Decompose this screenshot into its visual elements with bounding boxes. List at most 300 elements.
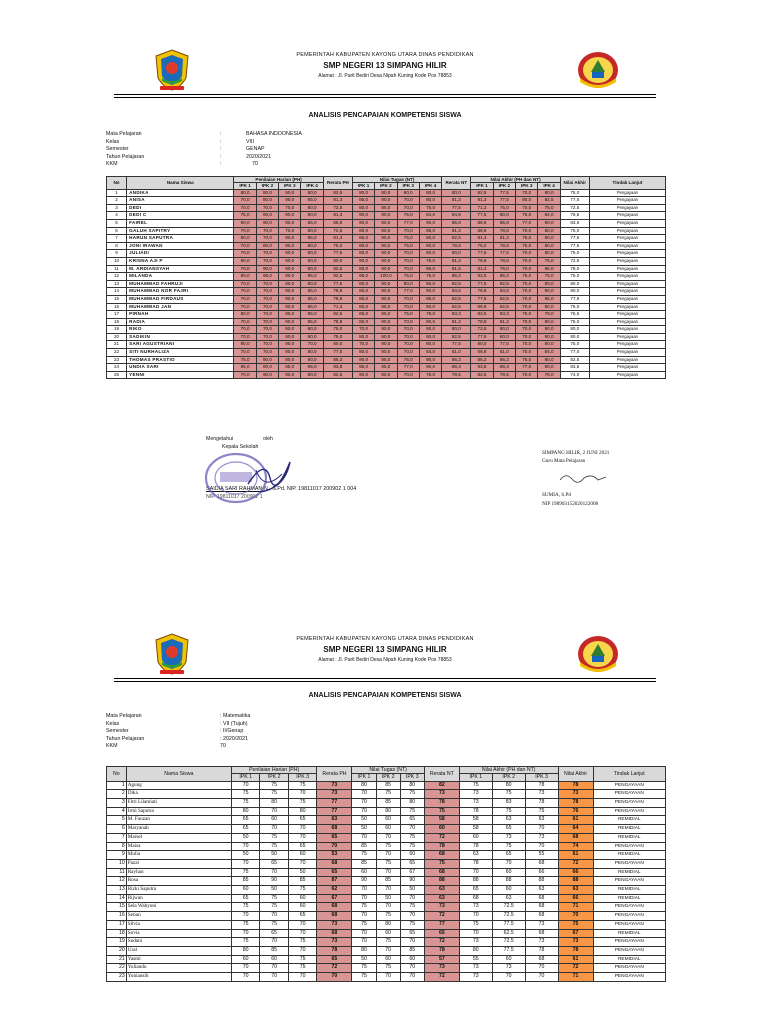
follow-up: PENGAYAAN [593,938,665,947]
score-cell: 70,0 [234,204,256,212]
table-row [107,311,666,319]
score-cell: 90,0 [375,235,397,243]
score-cell: 80,0 [352,227,374,235]
score-cell: 89,3 [493,364,515,372]
row-number: 7 [107,235,127,243]
score-cell: 90,0 [375,371,397,379]
score-cell: 70,0 [234,295,256,303]
score-cell: 90,0 [234,341,256,349]
score-cell: 90,0 [375,212,397,220]
score-cell: 78,8 [493,242,515,250]
signature-right [542,450,672,507]
score-cell: 65 [231,894,259,903]
table-row [107,265,666,273]
score-cell: 90,0 [375,227,397,235]
page-title: ANALISIS PENCAPAIAN KOMPETENSI SISWA [308,112,462,119]
score-cell: 90,0 [538,333,560,341]
score-cell: 75 [288,964,317,973]
score-cell: 70 [231,781,259,790]
col-nt: Nilai Tugas (NT) [352,767,424,774]
table-row [107,235,666,243]
score-cell: 68 [317,825,352,834]
score-cell: 77,5 [471,333,493,341]
score-cell: 65 [288,842,317,851]
score-cell: 88 [459,877,492,886]
score-cell: 80,0 [352,280,374,288]
follow-up: PENGAYAAN [593,842,665,851]
score-cell: 75,0 [323,242,352,250]
table-row [107,920,666,929]
score-cell: 68 [558,833,593,842]
score-cell: 63 [492,894,525,903]
score-cell: 80,0 [234,235,256,243]
student-name: Irmi Saputra [126,807,231,816]
score-cell: 60 [492,886,525,895]
score-cell: 70 [352,938,376,947]
score-cell: 90,0 [538,356,560,364]
meta-value: : VII (Tujuh) [220,720,248,727]
score-cell: 90,0 [234,257,256,265]
follow-up: Pengayaan [589,242,665,250]
score-cell: 80,0 [419,197,441,205]
score-cell: 70 [525,973,558,982]
score-cell: 80,0 [352,265,374,273]
follow-up: Pengayaan [589,326,665,334]
score-cell: 70 [317,973,352,982]
meta-row [106,139,670,147]
score-cell: 75 [288,781,317,790]
col-nt: Nilai Tugas (NT) [352,177,441,183]
score-cell: 89,3 [442,364,471,372]
score-cell: 80,0 [560,333,589,341]
table-row [107,946,666,955]
score-cell: 75 [288,938,317,947]
row-number: 19 [107,326,127,334]
score-cell: 86,3 [442,273,471,281]
score-cell: 90,0 [375,341,397,349]
score-cell: 75,0 [560,303,589,311]
student-name: Rosa [126,877,231,886]
student-name: Silvia [126,920,231,929]
score-cell: 70,0 [516,204,538,212]
row-number: 25 [107,371,127,379]
score-cell: 80,0 [538,235,560,243]
score-cell: 70 [288,833,317,842]
col-ipk: IPK 4 [419,183,441,189]
score-cell: 81,3 [493,318,515,326]
score-cell: 70 [352,833,376,842]
score-cell: 68,8 [471,303,493,311]
score-cell: 84,0 [538,349,560,357]
student-name: JONI IRAWAN [127,242,234,250]
score-cell: 53 [317,851,352,860]
score-cell: 90,0 [352,257,374,265]
score-cell: 73 [492,964,525,973]
score-cell: 63 [317,816,352,825]
row-number: 6 [107,825,127,834]
score-cell: 76 [558,807,593,816]
score-cell: 95,0 [301,364,323,372]
score-cell: 70 [352,790,376,799]
score-cell: 90,0 [538,364,560,372]
col-no: No [107,177,127,190]
row-number: 2 [107,790,127,799]
follow-up: Pengayaan [589,219,665,227]
score-cell: 90,0 [279,371,301,379]
score-cell: 72 [558,964,593,973]
score-cell: 70 [260,938,288,947]
score-cell: 60 [352,868,376,877]
score-cell: 80,0 [538,250,560,258]
row-number: 5 [107,219,127,227]
score-cell: 75 [376,790,400,799]
meta-row [106,736,670,744]
score-cell: 100,0 [375,273,397,281]
score-cell: 75,0 [516,273,538,281]
score-cell: 95,0 [375,303,397,311]
row-number: 22 [107,964,127,973]
score-cell: 78 [558,781,593,790]
student-name: MILANDA [127,273,234,281]
score-cell: 88 [558,877,593,886]
row-number: 16 [107,303,127,311]
score-cell: 75,0 [493,204,515,212]
col-ipk: IPK 2 [493,183,515,189]
score-cell: 78 [424,946,459,955]
score-cell: 78 [459,842,492,851]
score-cell: 80,0 [301,250,323,258]
score-cell: 78 [317,946,352,955]
score-cell: 90,0 [419,280,441,288]
headmaster-name: SAIDIA SARI RAHMAN [206,486,263,492]
score-cell: 70,0 [256,349,278,357]
score-cell: 82,5 [538,197,560,205]
follow-up: REMIDIAL [593,886,665,895]
score-cell: 70 [231,859,259,868]
score-cell: 80 [376,920,400,929]
student-name: Ural [126,946,231,955]
score-cell: 80,0 [442,326,471,334]
score-cell: 85,0 [375,204,397,212]
score-cell: 80,0 [419,250,441,258]
score-cell: 86,3 [493,356,515,364]
score-cell: 70 [400,973,424,982]
row-number: 6 [107,227,127,235]
score-cell: 70 [459,912,492,921]
meta-key: KKM [106,743,118,750]
table-row [107,790,666,799]
col-nilai-akhir: Nilai Akhir [558,767,593,782]
row-number: 18 [107,929,127,938]
score-cell: 70,0 [516,250,538,258]
score-cell: 77,5 [560,235,589,243]
col-ipk: IPK 3 [516,183,538,189]
col-ph: Penilaian Harian (PH) [234,177,323,183]
student-name: Yuliandu [126,964,231,973]
follow-up: Pengayaan [589,280,665,288]
score-cell: 60 [492,868,525,877]
score-cell: 73 [459,790,492,799]
student-name: MUHAMMAD FIRDAUS [127,295,234,303]
follow-up: PENGAYAAN [593,859,665,868]
row-number: 3 [107,204,127,212]
score-cell: 50 [352,955,376,964]
score-cell: 57 [424,955,459,964]
follow-up: Pengayaan [589,288,665,296]
score-cell: 86,3 [471,356,493,364]
student-name: YENNI [127,371,234,379]
score-cell: 75,0 [419,273,441,281]
score-cell: 77,5 [471,250,493,258]
col-ipk: IPK 2 [260,774,288,781]
row-number: 8 [107,842,127,851]
score-cell: 60 [260,816,288,825]
score-cell: 84,0 [419,212,441,220]
score-cell: 70,0 [256,318,278,326]
government-line: PEMERINTAH KABUPATEN KAYONG UTARA DINAS PENDIDIKAN [296,636,474,642]
score-cell: 88,8 [323,219,352,227]
score-cell: 78,8 [442,242,471,250]
score-cell: 70,0 [256,227,278,235]
score-cell: 81,3 [442,227,471,235]
follow-up: PENGAYAAN [593,946,665,955]
table-row [107,295,666,303]
score-cell: 72 [424,833,459,842]
score-cell: 70,0 [256,235,278,243]
score-cell: 72 [424,912,459,921]
score-cell: 72,5 [323,227,352,235]
score-cell: 85,0 [301,303,323,311]
meta-key: Kelas [106,138,120,145]
score-cell: 82,5 [471,371,493,379]
meta-key: Semester [106,728,129,735]
score-cell: 50 [352,825,376,834]
score-cell: 90,0 [279,235,301,243]
score-cell: 78 [525,799,558,808]
score-cell: 70 [317,842,352,851]
score-cell: 95,0 [352,364,374,372]
score-cell: 63 [424,886,459,895]
score-cell: 80,0 [256,189,278,197]
row-number: 14 [107,288,127,296]
score-cell: 75 [260,842,288,851]
score-cell: 75,0 [516,311,538,319]
score-cell: 82,5 [471,189,493,197]
row-number: 1 [107,189,127,197]
score-cell: 75 [492,807,525,816]
score-cell: 73 [459,903,492,912]
score-cell: 77,0 [560,349,589,357]
school-address: Alamat : Jl. Parit Bediri Desa Nipah Kuning Kode Pos 78853 [318,73,452,79]
score-cell: 70,0 [256,295,278,303]
score-cell: 71 [558,973,593,982]
table-row [107,781,666,790]
score-cell: 77,5 [471,295,493,303]
score-cell: 78 [558,946,593,955]
score-cell: 77,0 [397,288,419,296]
row-number: 4 [107,807,127,816]
score-cell: 72,5 [560,204,589,212]
score-cell: 80,0 [538,227,560,235]
score-cell: 83,3 [493,311,515,319]
meta-key: Semester [106,146,129,153]
school-address: Alamat : Jl. Parit Bediri Desa Nipah Kuning Kode Pos 78853 [318,657,452,663]
follow-up: Pengayaan [589,333,665,341]
student-name: ANDIKA [127,189,234,197]
letterhead [100,48,670,112]
score-cell: 70,0 [352,341,374,349]
score-cell: 77,5 [442,204,471,212]
score-cell: 72 [317,964,352,973]
score-cell: 80,0 [352,204,374,212]
score-cell: 95,0 [234,364,256,372]
score-cell: 75 [260,781,288,790]
score-cell: 61 [558,816,593,825]
score-cell: 70 [400,964,424,973]
table-row [107,859,666,868]
table-row [107,341,666,349]
score-cell: 70 [288,790,317,799]
row-number: 15 [107,903,127,912]
score-cell: 75 [352,920,376,929]
follow-up: Pengayaan [589,189,665,197]
score-cell: 85,0 [352,288,374,296]
score-cell: 65 [492,851,525,860]
score-cell: 75,0 [419,204,441,212]
score-cell: 73 [317,781,352,790]
meta-colon: : [220,138,222,145]
meta-value: 70 [220,743,226,750]
score-cell: 70 [376,973,400,982]
score-cell: 82,5 [442,333,471,341]
score-cell: 50 [288,868,317,877]
score-cell: 70 [260,868,288,877]
score-cell: 84,0 [419,349,441,357]
score-cell: 90,0 [419,288,441,296]
score-cell: 80 [260,799,288,808]
score-cell: 77,0 [516,364,538,372]
score-cell: 70 [288,973,317,982]
score-cell: 72,5 [560,257,589,265]
score-cell: 70,0 [301,341,323,349]
score-cell: 70,0 [516,288,538,296]
score-cell: 68 [424,868,459,877]
score-cell: 78 [424,799,459,808]
row-number: 13 [107,886,127,895]
score-cell: 75 [376,964,400,973]
score-cell: 90,0 [256,356,278,364]
row-number: 14 [107,894,127,903]
score-cell: 70,0 [397,318,419,326]
score-cell: 85,0 [352,295,374,303]
score-cell: 75 [459,920,492,929]
score-cell: 60 [260,955,288,964]
score-cell: 80,0 [493,333,515,341]
row-number: 15 [107,295,127,303]
score-cell: 90,0 [419,333,441,341]
score-cell: 95,0 [301,273,323,281]
score-cell: 82,5 [442,280,471,288]
score-cell: 78 [459,859,492,868]
score-cell: 70,0 [352,326,374,334]
follow-up: Pengayaan [589,227,665,235]
score-cell: 68 [525,894,558,903]
score-cell: 50 [231,833,259,842]
score-cell: 80 [376,807,400,816]
student-name: Dika [126,790,231,799]
score-cell: 70,0 [516,318,538,326]
col-tindak: Tindak Lanjut [589,177,665,190]
student-name: Maisa [126,842,231,851]
score-cell: 90,0 [538,326,560,334]
score-cell: 70,0 [516,333,538,341]
score-cell: 80,0 [375,189,397,197]
score-cell: 75,0 [323,326,352,334]
header-rule-thin [114,97,656,98]
student-name: Pazal [126,859,231,868]
score-cell: 80 [352,946,376,955]
score-cell: 80,0 [301,349,323,357]
score-cell: 60 [459,833,492,842]
score-cell: 58 [459,825,492,834]
student-name: PIRNAH [127,311,234,319]
score-cell: 75 [376,859,400,868]
score-cell: 90,0 [279,341,301,349]
score-cell: 87 [317,877,352,886]
score-cell: 90,0 [279,189,301,197]
score-cell: 65 [288,912,317,921]
score-cell: 68 [317,859,352,868]
table-row [107,189,666,197]
student-name: MUHAMMAD NOR FAJRI [127,288,234,296]
score-cell: 75 [400,903,424,912]
score-cell: 78,8 [323,295,352,303]
score-cell: 70 [231,964,259,973]
score-cell: 75,0 [397,356,419,364]
score-cell: 72 [424,938,459,947]
student-name: Agung [126,781,231,790]
col-ipk: IPK 2 [256,183,278,189]
follow-up: PENGAYAAN [593,799,665,808]
row-number: 13 [107,280,127,288]
score-cell: 90,0 [279,318,301,326]
score-cell: 79,5 [560,212,589,220]
score-cell: 70,0 [234,227,256,235]
table-row [107,219,666,227]
table-row [107,318,666,326]
score-cell: 70 [231,912,259,921]
score-cell: 90 [352,877,376,886]
headmaster-nip-line: ,N , S.Pd. NIP. 19811017 200902 1 004 [262,486,357,492]
score-cell: 90,0 [352,212,374,220]
score-cell: 88,8 [471,219,493,227]
score-cell: 68,8 [471,227,493,235]
score-cell: 75 [260,894,288,903]
follow-up: Pengayaan [589,349,665,357]
score-cell: 77,5 [560,295,589,303]
table-row [107,197,666,205]
score-cell: 75,0 [516,212,538,220]
score-cell: 77,0 [397,219,419,227]
follow-up: REMIDIAL [593,833,665,842]
table-row [107,807,666,816]
score-cell: 78,0 [538,311,560,319]
score-cell: 82,5 [560,356,589,364]
meta-row [106,721,670,729]
score-cell: 80 [231,807,259,816]
follow-up: Pengayaan [589,212,665,220]
score-cell: 90,0 [419,364,441,372]
